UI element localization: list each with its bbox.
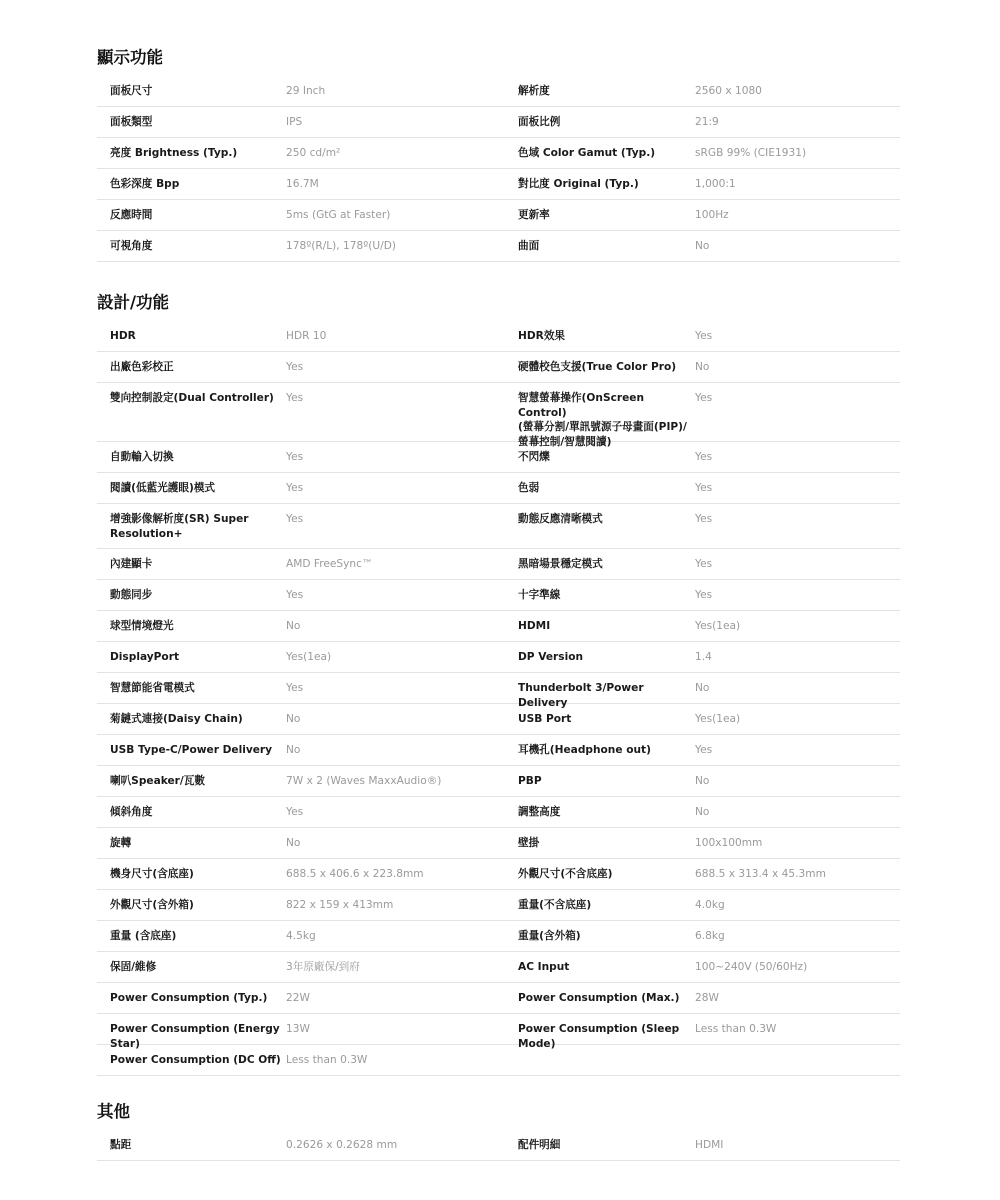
spec-table-design-features — [97, 321, 900, 1076]
spec-label: 動態反應清晰模式 — [518, 513, 603, 525]
spec-label: 智慧節能省電模式 — [110, 682, 195, 694]
spec-value: Yes — [286, 589, 304, 601]
spec-value: Yes — [695, 513, 713, 525]
spec-value: 4.5kg — [286, 930, 316, 942]
spec-value: Yes — [695, 589, 713, 601]
spec-row — [97, 1130, 900, 1161]
spec-label: 動態同步 — [110, 589, 153, 601]
spec-value: 5ms (GtG at Faster) — [286, 209, 391, 221]
spec-label: 出廠色彩校正 — [110, 361, 174, 373]
spec-value: 250 cd/m² — [286, 147, 341, 159]
spec-value: 100x100mm — [695, 837, 763, 849]
spec-value: No — [695, 775, 710, 787]
spec-value: Yes(1ea) — [695, 620, 741, 632]
spec-value: Yes — [695, 392, 713, 404]
spec-row — [97, 766, 900, 797]
spec-value: 13W — [286, 1023, 310, 1035]
spec-label: 機身尺寸(含底座) — [110, 868, 194, 880]
spec-value: 0.2626 x 0.2628 mm — [286, 1139, 398, 1151]
spec-value: 1,000:1 — [695, 178, 736, 190]
spec-value: HDMI — [695, 1139, 724, 1151]
spec-value: IPS — [286, 116, 303, 128]
spec-row — [97, 321, 900, 352]
spec-label: 壁掛 — [518, 837, 540, 849]
spec-value: No — [695, 240, 710, 252]
spec-value: 688.5 x 313.4 x 45.3mm — [695, 868, 826, 880]
spec-table-display-features — [97, 76, 900, 262]
spec-label: DP Version — [518, 651, 584, 663]
spec-label: 智慧螢幕操作(OnScreen Control) (螢幕分割/單訊號源子母畫面(PIP)/ 螢幕控制/智慧閱讀) — [518, 392, 687, 448]
spec-value: Less than 0.3W — [286, 1054, 368, 1066]
spec-label: 傾斜角度 — [110, 806, 153, 818]
spec-row — [97, 828, 900, 859]
spec-value: Yes — [695, 330, 713, 342]
spec-label: Power Consumption (DC Off) — [110, 1054, 281, 1066]
spec-row — [97, 735, 900, 766]
spec-label: 反應時間 — [110, 209, 153, 221]
spec-value: Yes — [286, 482, 304, 494]
spec-row — [97, 952, 900, 983]
spec-value: No — [286, 837, 301, 849]
spec-row — [97, 383, 900, 448]
spec-label: 調整高度 — [518, 806, 561, 818]
spec-value: 100Hz — [695, 209, 729, 221]
spec-label: 亮度 Brightness (Typ.) — [110, 147, 238, 159]
spec-label: 色彩深度 Bpp — [110, 178, 180, 190]
spec-row — [97, 442, 900, 473]
spec-value: HDR 10 — [286, 330, 327, 342]
spec-label: 菊鏈式連接(Daisy Chain) — [110, 713, 243, 725]
spec-label: 色弱 — [518, 482, 540, 494]
spec-value: 822 x 159 x 413mm — [286, 899, 394, 911]
spec-value: 28W — [695, 992, 719, 1004]
spec-value: 7W x 2 (Waves MaxxAudio®) — [286, 775, 442, 787]
spec-value: 100~240V (50/60Hz) — [695, 961, 808, 973]
spec-label: 黑暗場景穩定模式 — [518, 558, 603, 570]
spec-label: 對比度 Original (Typ.) — [518, 178, 639, 190]
spec-row — [97, 797, 900, 828]
spec-value: 2560 x 1080 — [695, 85, 762, 97]
spec-value: Yes(1ea) — [286, 651, 332, 663]
spec-label: 外觀尺寸(含外箱) — [110, 899, 194, 911]
section-title-other: 其他 — [97, 1102, 130, 1121]
spec-value: No — [695, 806, 710, 818]
spec-label: HDR效果 — [518, 330, 566, 342]
spec-label: 重量 (含底座) — [110, 930, 177, 942]
spec-row — [97, 890, 900, 921]
spec-row — [97, 704, 900, 735]
spec-row — [97, 169, 900, 200]
spec-row — [97, 1045, 900, 1076]
spec-label: 配件明細 — [518, 1139, 561, 1151]
spec-row — [97, 1014, 900, 1050]
spec-value: Yes — [286, 682, 304, 694]
spec-label: 曲面 — [518, 240, 540, 252]
spec-label: 增強影像解析度(SR) Super Resolution+ — [110, 513, 249, 540]
spec-value: No — [286, 713, 301, 725]
spec-label: 旋轉 — [110, 837, 132, 849]
spec-value: Yes — [695, 558, 713, 570]
spec-table-other — [97, 1130, 900, 1161]
spec-value: No — [695, 682, 710, 694]
spec-row — [97, 76, 900, 107]
spec-label: Power Consumption (Energy Star) — [110, 1023, 280, 1050]
spec-value: No — [286, 620, 301, 632]
spec-label: 自動輸入切換 — [110, 451, 174, 463]
spec-value: 6.8kg — [695, 930, 725, 942]
spec-label: HDR — [110, 330, 136, 342]
spec-value: Yes — [286, 361, 304, 373]
spec-value: 3年原廠保/到府 — [286, 961, 360, 973]
spec-value: 22W — [286, 992, 310, 1004]
section-title-display-features: 顯示功能 — [97, 48, 163, 67]
spec-row — [97, 504, 900, 549]
spec-value: Yes — [695, 744, 713, 756]
spec-value: 178º(R/L), 178º(U/D) — [286, 240, 397, 252]
spec-label: 十字準線 — [518, 589, 561, 601]
spec-label: 色域 Color Gamut (Typ.) — [518, 147, 656, 159]
spec-label: 雙向控制設定(Dual Controller) — [110, 392, 274, 404]
spec-value: Yes — [695, 451, 713, 463]
spec-label: 硬體校色支援(True Color Pro) — [518, 361, 677, 373]
spec-row — [97, 673, 900, 709]
spec-label: 閱讀(低藍光護眼)模式 — [110, 482, 216, 494]
spec-value: No — [695, 361, 710, 373]
spec-value: Yes — [286, 806, 304, 818]
spec-label: 點距 — [110, 1139, 132, 1151]
spec-label: 更新率 — [518, 209, 550, 221]
spec-value: Yes — [286, 392, 304, 404]
spec-label: DisplayPort — [110, 651, 180, 663]
spec-value: No — [286, 744, 301, 756]
section-title-design-features: 設計/功能 — [97, 293, 170, 312]
spec-label: 面板尺寸 — [110, 85, 153, 97]
spec-value: 29 Inch — [286, 85, 326, 97]
spec-label: HDMI — [518, 620, 551, 632]
spec-value: 4.0kg — [695, 899, 725, 911]
spec-label: Power Consumption (Sleep Mode) — [518, 1023, 680, 1050]
spec-row — [97, 352, 900, 383]
spec-value: 1.4 — [695, 651, 712, 663]
spec-value: Yes — [286, 451, 304, 463]
spec-row — [97, 549, 900, 580]
spec-label: 解析度 — [518, 85, 550, 97]
spec-value: Yes — [286, 513, 304, 525]
spec-label: 重量(含外箱) — [518, 930, 581, 942]
spec-label: USB Port — [518, 713, 572, 725]
spec-label: 面板比例 — [518, 116, 561, 128]
spec-row — [97, 611, 900, 642]
spec-label: AC Input — [518, 961, 570, 973]
spec-row — [97, 642, 900, 673]
spec-label: USB Type-C/Power Delivery — [110, 744, 273, 756]
spec-label: 內建顯卡 — [110, 558, 153, 570]
spec-label: 可視角度 — [110, 240, 153, 252]
spec-label: Power Consumption (Max.) — [518, 992, 680, 1004]
spec-label: 球型情境燈光 — [110, 620, 174, 632]
spec-row — [97, 983, 900, 1014]
spec-label: Power Consumption (Typ.) — [110, 992, 268, 1004]
spec-label: 喇叭Speaker/瓦數 — [110, 775, 205, 787]
spec-label: 重量(不含底座) — [518, 899, 592, 911]
spec-value: sRGB 99% (CIE1931) — [695, 147, 807, 159]
spec-value: 688.5 x 406.6 x 223.8mm — [286, 868, 424, 880]
spec-value: AMD FreeSync™ — [286, 558, 373, 570]
spec-label: 保固/維修 — [110, 961, 157, 973]
spec-label: Thunderbolt 3/Power Delivery — [518, 682, 644, 709]
spec-label: PBP — [518, 775, 542, 787]
spec-label: 不閃爍 — [518, 451, 550, 463]
spec-value: Yes(1ea) — [695, 713, 741, 725]
spec-row — [97, 231, 900, 262]
spec-row — [97, 200, 900, 231]
spec-value: 21:9 — [695, 116, 719, 128]
spec-row — [97, 921, 900, 952]
spec-label: 面板類型 — [110, 116, 153, 128]
spec-row — [97, 107, 900, 138]
spec-row — [97, 580, 900, 611]
spec-label: 外觀尺寸(不含底座) — [518, 868, 613, 880]
spec-row — [97, 473, 900, 504]
spec-value: 16.7M — [286, 178, 319, 190]
spec-row — [97, 859, 900, 890]
spec-row — [97, 138, 900, 169]
spec-value: Yes — [695, 482, 713, 494]
spec-value: Less than 0.3W — [695, 1023, 777, 1035]
spec-label: 耳機孔(Headphone out) — [518, 744, 651, 756]
